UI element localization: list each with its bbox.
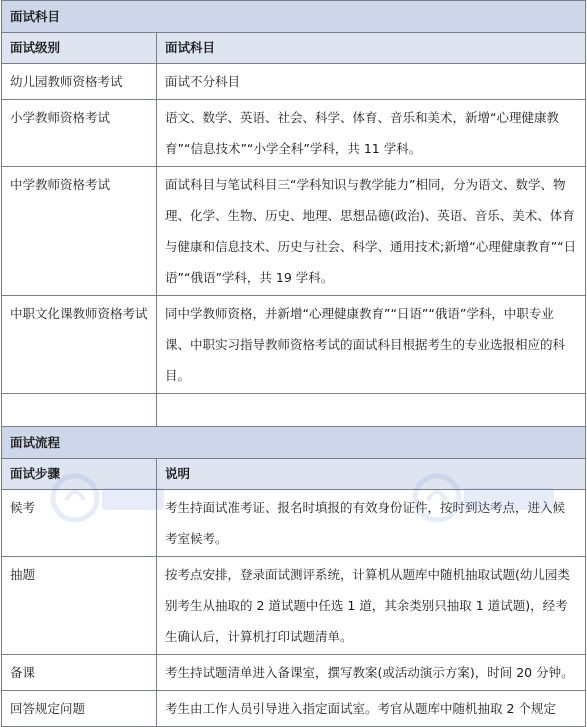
section-title-subjects: 面试科目	[2, 1, 586, 33]
row-content: 同中学教师资格，并新增“心理健康教育”“日语”“俄语”学科，中职专业课、中职实习指导教师资格考试的面试科目根据考生的专业选报相应的科目。	[157, 296, 586, 394]
row-label: 抽题	[2, 557, 157, 655]
table-row	[2, 167, 586, 296]
table-row	[2, 490, 586, 557]
empty-row	[2, 394, 586, 427]
row-content: 面试不分科目	[157, 64, 586, 100]
table-row	[2, 691, 586, 727]
table-header-row	[2, 459, 586, 490]
empty-cell	[157, 394, 586, 427]
row-content: 面试科目与笔试科目三“学科知识与教学能力”相同，分为语文、数学、物理、化学、生物、历史、地理、思想品德(政治)、英语、音乐、美术、体育与健康和信息技术、历史与社会、科学、通用技术;新增“心理健康教育”“日语”“俄语”学科，共 19 学科。	[157, 167, 586, 296]
row-content: 按考点安排，登录面试测评系统，计算机从题库中随机抽取试题(幼儿园类别考生从抽取的 2 道试题中任选 1 道，其余类别只抽取 1 道试题)，经考生确认后，计算机打印试题清单。	[157, 557, 586, 655]
table-row	[2, 296, 586, 394]
header-cell-subjects: 面试科目	[157, 33, 586, 64]
row-content: 考生持试题清单进入备课室，撰写教案(或活动演示方案)，时间 20 分钟。	[157, 655, 586, 691]
header-cell-step: 面试步骤	[2, 459, 157, 490]
row-label: 小学教师资格考试	[2, 100, 157, 167]
row-label: 回答规定问题	[2, 691, 157, 727]
row-label: 候考	[2, 490, 157, 557]
row-label: 幼儿园教师资格考试	[2, 64, 157, 100]
header-cell-description: 说明	[157, 459, 586, 490]
table-row	[2, 100, 586, 167]
section-title-process: 面试流程	[2, 427, 586, 459]
row-label: 中学教师资格考试	[2, 167, 157, 296]
header-cell-level: 面试级别	[2, 33, 157, 64]
table-row	[2, 655, 586, 691]
exam-info-table	[1, 0, 586, 727]
row-content: 考生由工作人员引导进入指定面试室。考官从题库中随机抽取 2 个规定	[157, 691, 586, 727]
table-row	[2, 64, 586, 100]
table-row	[2, 557, 586, 655]
row-content: 考生持面试准考证、报名时填报的有效身份证件，按时到达考点，进入候考室候考。	[157, 490, 586, 557]
row-label: 中职文化课教师资格考试	[2, 296, 157, 394]
section-title-row	[2, 427, 586, 459]
row-content: 语文、数学、英语、社会、科学、体育、音乐和美术，新增“心理健康教育”“信息技术”“小学全科”学科，共 11 学科。	[157, 100, 586, 167]
row-label: 备课	[2, 655, 157, 691]
section-title-row	[2, 1, 586, 33]
table-header-row	[2, 33, 586, 64]
empty-cell	[2, 394, 157, 427]
